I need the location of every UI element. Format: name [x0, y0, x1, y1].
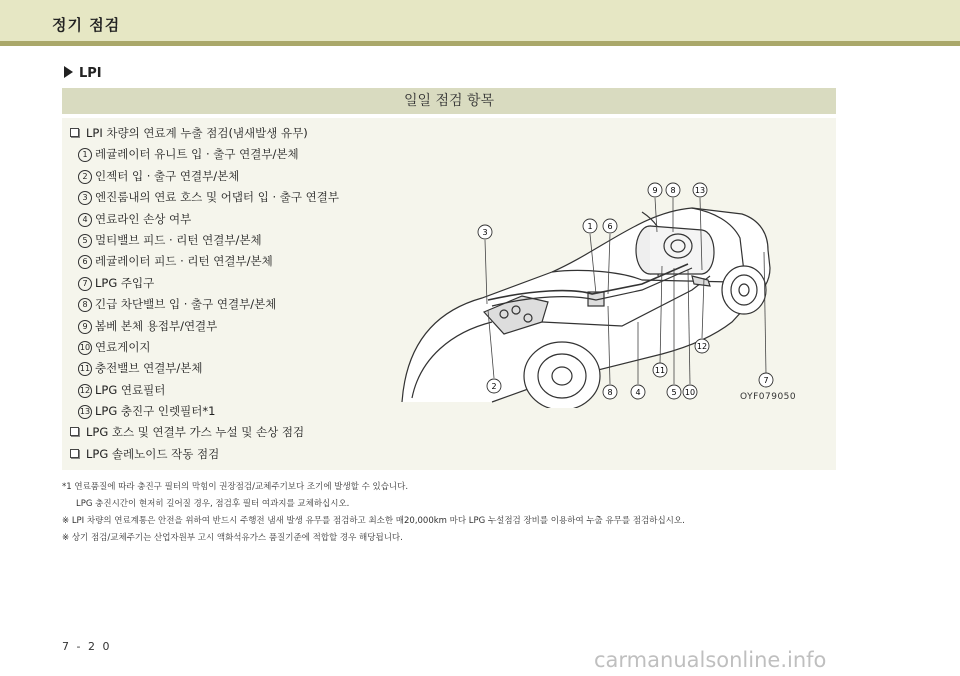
- circled-number: 13: [78, 405, 92, 419]
- callout-label: 8: [670, 186, 676, 195]
- list-item: 2 인젝터 입 · 출구 연결부/본체: [70, 166, 380, 187]
- triangle-bullet-icon: [64, 66, 73, 78]
- callout-label: 11: [654, 366, 666, 375]
- checkbox-bullet-icon: [70, 449, 79, 458]
- callout-12: [695, 339, 709, 353]
- footnote-line: LPG 충진시간이 현저히 길어질 경우, 점검후 필터 여과지를 교체하십시오.: [76, 499, 350, 509]
- callout-label: 12: [696, 342, 708, 351]
- callout-9: [648, 183, 662, 197]
- callout-label: 5: [671, 388, 677, 397]
- list-item: 11 충전밸브 연결부/본체: [79, 361, 203, 376]
- callout-label: 2: [491, 382, 497, 391]
- circled-number: 2: [78, 170, 92, 184]
- callout-8-bottom: [603, 385, 617, 399]
- callout-13: [693, 183, 707, 197]
- list-item: 6 레귤레이터 피드 · 리턴 연결부/본체: [70, 251, 380, 272]
- list-item: LPG 호스 및 연결부 가스 누설 및 손상 점검: [70, 422, 380, 443]
- callout-10: [683, 385, 697, 399]
- callout-label: 6: [607, 222, 613, 231]
- car-body-illustration: [402, 208, 770, 408]
- callout-label: 10: [684, 388, 696, 397]
- circled-number: 8: [78, 298, 92, 312]
- list-item: 3 엔진룸내의 연료 호스 및 어댑터 입 · 출구 연결부: [70, 187, 380, 208]
- callout-label: 7: [763, 376, 769, 385]
- list-item: 9 봄베 본체 용접부/연결부: [70, 316, 380, 337]
- circled-number: 10: [78, 341, 92, 355]
- callout-label: 8: [607, 388, 613, 397]
- callout-label: 13: [694, 186, 706, 195]
- checkbox-bullet-icon: [70, 128, 79, 137]
- footnote-line: ※ LPI 차량의 연료계통은 안전을 위하여 반드시 주행전 냄새 발생 유무를 점검하고 최소한 매20,000km 마다 LPG 누설점검 장비를 이용하여 누출 유무를 점검하십시오.: [62, 516, 685, 526]
- footnote-line: ※ 상기 점검/교체주기는 산업자원부 고시 액화석유가스 품질기준에 적합할 경우 해당됩니다.: [62, 533, 403, 543]
- circled-number: 7: [78, 277, 92, 291]
- page-header: [0, 0, 960, 44]
- callout-label: 4: [635, 388, 641, 397]
- list-item: 7 LPG 주입구: [70, 273, 380, 294]
- list-item: 8 긴급 차단밸브 입 · 출구 연결부/본체: [70, 294, 380, 315]
- list-item: 13 LPG 충진구 인렛필터*1: [79, 404, 216, 419]
- page-header-title: 정기 점검: [52, 16, 121, 34]
- circled-number: 6: [78, 255, 92, 269]
- watermark: carmanualsonline.info: [594, 648, 827, 672]
- callout-label: 9: [652, 186, 658, 195]
- footnote-line: *1 연료품질에 따라 충진구 필터의 막힘이 권장점검/교체주기보다 조기에 발생할 수 있습니다.: [62, 482, 409, 492]
- callout-2: [487, 379, 501, 393]
- callout-8-top: [666, 183, 680, 197]
- circled-number: 1: [78, 148, 92, 162]
- circled-number: 12: [78, 384, 92, 398]
- list-item: 1 레귤레이터 유니트 입 · 출구 연결부/본체: [70, 144, 380, 165]
- list-item: 12 LPG 연료필터: [79, 382, 166, 397]
- list-item: 5 멀티밸브 피드 · 리턴 연결부/본체: [70, 230, 380, 251]
- callout-11: [653, 363, 667, 377]
- list-item: 10 연료게이지: [79, 339, 151, 354]
- circled-number: 11: [78, 362, 92, 376]
- page-number: 7 - 2 0: [62, 640, 112, 653]
- callout-1: [583, 219, 597, 233]
- figure-code: OYF079050: [740, 392, 797, 402]
- circled-number: 3: [78, 191, 92, 205]
- callout-7: [759, 373, 773, 387]
- header-divider: [0, 41, 960, 46]
- lpi-car-diagram: [392, 172, 832, 408]
- list-item: LPG 솔레노이드 작동 점검: [70, 444, 380, 465]
- circled-number: 9: [78, 320, 92, 334]
- inspection-item-list: [70, 123, 380, 465]
- callout-6: [603, 219, 617, 233]
- callout-4: [631, 385, 645, 399]
- section-title-text: LPI: [79, 66, 102, 81]
- footnotes: [62, 479, 942, 547]
- circled-number: 4: [78, 213, 92, 227]
- checkbox-bullet-icon: [70, 427, 79, 436]
- callout-3: [478, 225, 492, 239]
- list-item: 4 연료라인 손상 여부: [70, 209, 380, 230]
- box-heading: 일일 점검 항목: [62, 88, 836, 114]
- callout-label: 3: [482, 228, 488, 237]
- section-title: [64, 66, 102, 81]
- circled-number: 5: [78, 234, 92, 248]
- callout-label: 1: [587, 222, 593, 231]
- list-item: LPI 차량의 연료계 누출 점검(냄새발생 유무): [70, 123, 380, 144]
- callout-5: [667, 385, 681, 399]
